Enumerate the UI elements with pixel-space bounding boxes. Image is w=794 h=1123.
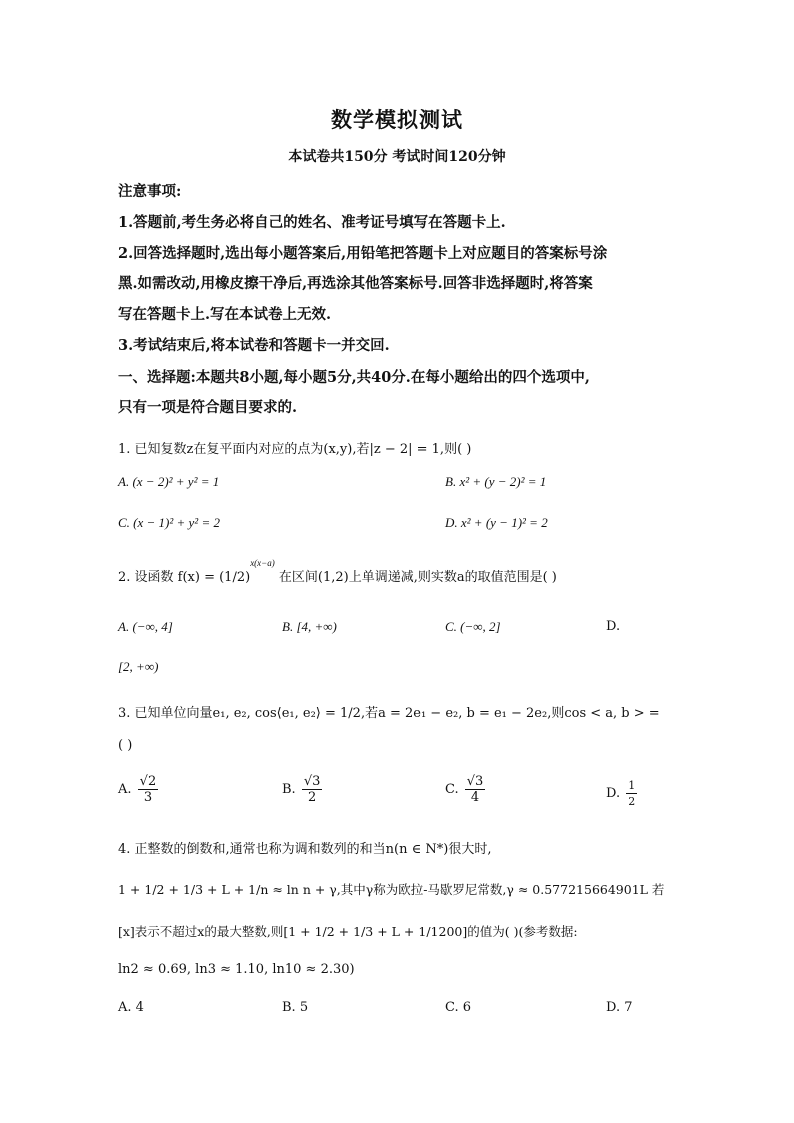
q3-option-b-num: √3 xyxy=(303,774,321,789)
notice-line: 3.考试结束后,将本试卷和答题卡一并交回. xyxy=(118,337,390,354)
q3-option-d-label: D. xyxy=(606,786,621,801)
q2-option-d: D. xyxy=(606,619,621,634)
q2-exponent: x(x−a) xyxy=(250,557,275,568)
q3-option-a xyxy=(118,774,160,805)
notice-line: 写在答题卡上.写在本试卷上无效. xyxy=(118,306,332,323)
q4-option-c: C. 6 xyxy=(445,1000,472,1015)
q4-option-a: A. 4 xyxy=(118,1000,144,1015)
q3-stem: 3. 已知单位向量e₁, e₂, cos⟨e₁, e₂⟩ = 1/2,若a = 2e₁ − e₂, b = e₁ − 2e₂,则cos < a, b > = xyxy=(118,706,660,721)
section-heading-cont: 只有一项是符合题目要求的. xyxy=(118,399,298,416)
q2-stem-post: 在区间(1,2)上单调递减,则实数a的取值范围是( ) xyxy=(274,570,557,585)
notice-heading: 注意事项: xyxy=(118,183,182,200)
q3-option-b-den: 2 xyxy=(307,790,317,805)
q4-line2: 1 + 1/2 + 1/3 + L + 1/n ≈ ln n + γ,其中γ称为欧拉-马歇罗尼常数,γ ≈ 0.577215664901L 若 xyxy=(118,882,665,897)
q4-option-b: B. 5 xyxy=(282,1000,309,1015)
q3-option-c-num: √3 xyxy=(466,774,484,789)
q4-line1: 4. 正整数的倒数和,通常也称为调和数列的和当n(n ∈ N*)很大时, xyxy=(118,842,492,857)
q3-option-d xyxy=(606,778,639,809)
q2-option-b: B. [4, +∞) xyxy=(282,619,337,634)
q1-option-d: D. x² + (y − 1)² = 2 xyxy=(445,515,548,530)
q3-option-a-num: √2 xyxy=(139,774,157,789)
section-heading: 一、选择题:本题共8小题,每小题5分,共40分.在每小题给出的四个选项中, xyxy=(118,369,590,386)
q2-option-c: C. (−∞, 2] xyxy=(445,619,501,634)
exam-subtitle: 本试卷共150分 考试时间120分钟 xyxy=(288,149,506,165)
q4-line3: [x]表示不超过x的最大整数,则[1 + 1/2 + 1/3 + L + 1/1200]的值为( )(参考数据: xyxy=(118,924,578,939)
q2-option-d-value: [2, +∞) xyxy=(118,659,159,674)
notice-line: 黑.如需改动,用橡皮擦干净后,再选涂其他答案标号.回答非选择题时,将答案 xyxy=(118,275,593,292)
q3-option-a-label: A. xyxy=(118,782,132,797)
q4-line4: ln2 ≈ 0.69, ln3 ≈ 1.10, ln10 ≈ 2.30) xyxy=(118,962,355,977)
q3-option-c xyxy=(445,774,487,805)
q1-option-c: C. (x − 1)² + y² = 2 xyxy=(118,515,220,530)
q4-option-d: D. 7 xyxy=(606,1000,633,1015)
q3-option-b-label: B. xyxy=(282,782,296,797)
q2-option-a: A. (−∞, 4] xyxy=(118,619,173,634)
q2-stem xyxy=(118,557,557,585)
exam-title: 数学模拟测试 xyxy=(331,107,463,132)
q3-option-d-num: 1 xyxy=(628,779,636,792)
q2-stem-pre: 2. 设函数 f(x) = (1/2) xyxy=(118,570,251,585)
q3-stem-cont: ( ) xyxy=(118,738,133,753)
q3-option-d-den: 2 xyxy=(628,795,636,808)
q3-option-a-den: 3 xyxy=(143,790,153,805)
q3-option-c-den: 4 xyxy=(470,790,480,805)
q1-option-a: A. (x − 2)² + y² = 1 xyxy=(118,474,220,489)
notice-line: 1.答题前,考生务必将自己的姓名、准考证号填写在答题卡上. xyxy=(118,214,506,231)
q1-option-b: B. x² + (y − 2)² = 1 xyxy=(445,474,547,489)
notice-line: 2.回答选择题时,选出每小题答案后,用铅笔把答题卡上对应题目的答案标号涂 xyxy=(118,245,608,262)
q1-stem: 1. 已知复数z在复平面内对应的点为(x,y),若|z − 2| = 1,则( ) xyxy=(118,442,472,457)
q3-option-b xyxy=(282,774,324,805)
q3-option-c-label: C. xyxy=(445,782,459,797)
